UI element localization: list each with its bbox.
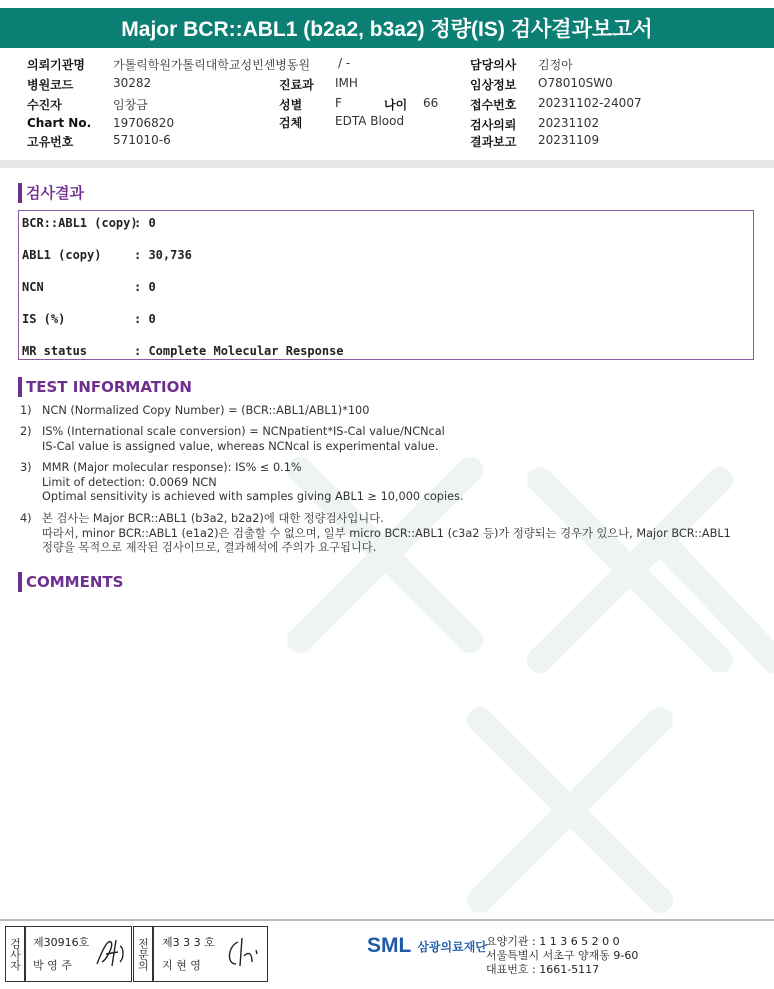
doctor-value: 김정아 xyxy=(538,58,573,72)
phone-number: 대표번호 : 1661-5117 xyxy=(486,963,600,976)
clinical-label: 임상정보 xyxy=(470,78,517,92)
result-row xyxy=(22,216,156,230)
item-line: IS-Cal value is assigned value, whereas NCNcal is experimental value. xyxy=(42,439,439,453)
request-value: 20231102 xyxy=(538,116,600,130)
institution-extra: / - xyxy=(338,56,351,70)
result-row xyxy=(22,344,344,358)
results-heading xyxy=(18,182,84,203)
result-key: MR status xyxy=(22,344,88,358)
result-value: : Complete Molecular Response xyxy=(134,344,344,358)
results-heading-text: 검사결과 xyxy=(26,184,84,202)
institution-label: 의뢰기관명 xyxy=(27,58,85,72)
unique-value: 571010-6 xyxy=(113,133,171,147)
report-date-value: 20231109 xyxy=(538,133,600,147)
specialist-signature xyxy=(222,934,264,972)
heading-accent-bar xyxy=(18,572,22,592)
item-line: 따라서, minor BCR::ABL1 (e1a2)은 검출할 수 없으며, 일부 micro BCR::ABL1 (c3a2 등)가 정량되는 경우가 있으나, Major BCR::ABL1 xyxy=(42,526,731,540)
hospital-code-value: 30282 xyxy=(113,76,152,90)
section-separator xyxy=(0,160,774,168)
dept-label: 진료과 xyxy=(279,78,314,92)
result-key: NCN xyxy=(22,280,44,294)
examiner-label: 검사자 xyxy=(8,937,22,971)
dept-value: IMH xyxy=(335,76,358,90)
item-number: 4) xyxy=(20,512,32,525)
sex-label: 성별 xyxy=(279,98,303,112)
result-row xyxy=(22,248,192,262)
chart-value: 19706820 xyxy=(113,116,175,130)
item-number: 3) xyxy=(20,461,32,474)
institution-code: 요양기관 : 1 1 3 6 5 2 0 0 xyxy=(486,935,620,948)
item-number: 1) xyxy=(20,404,32,417)
results-box xyxy=(18,210,754,360)
specialist-label: 전문의 xyxy=(136,937,150,971)
chart-label: Chart No. xyxy=(27,116,92,130)
collector-label: 수진자 xyxy=(27,98,62,112)
sml-logo xyxy=(367,934,487,958)
item-line: MMR (Major molecular response): IS% ≤ 0.1% xyxy=(42,461,302,474)
result-value: : 0 xyxy=(134,280,156,294)
doctor-label: 담당의사 xyxy=(470,58,517,72)
request-label: 검사의뢰 xyxy=(470,118,517,132)
examiner-signature xyxy=(94,936,130,970)
clinical-value: O78010SW0 xyxy=(538,76,613,90)
item-line: IS% (International scale conversion) = NCNpatient*IS-Cal value/NCNcal xyxy=(42,425,445,438)
collector-value: 임창금 xyxy=(113,98,148,112)
receipt-label: 접수번호 xyxy=(470,98,517,112)
examiner-label-box xyxy=(5,926,25,982)
patient-info xyxy=(0,52,774,156)
logo-text: SML xyxy=(367,934,412,957)
specialist-number: 제3 3 3 호 xyxy=(162,936,215,949)
item-line: NCN (Normalized Copy Number) = (BCR::ABL1/ABL1)*100 xyxy=(42,404,370,417)
age-label: 나이 xyxy=(384,98,408,112)
result-value: : 0 xyxy=(134,312,156,326)
organization-name: 삼광의료재단 xyxy=(417,939,487,954)
test-info-heading xyxy=(18,377,192,397)
result-row xyxy=(22,312,156,326)
item-line: 본 검사는 Major BCR::ABL1 (b3a2, b2a2)에 대한 정량검사입니다. xyxy=(42,512,384,525)
hospital-code-label: 병원코드 xyxy=(27,78,74,92)
sex-value: F xyxy=(335,96,342,110)
specimen-label: 검체 xyxy=(279,116,303,130)
examiner-name: 박 영 주 xyxy=(33,959,72,972)
specialist-label-box xyxy=(133,926,153,982)
heading-accent-bar xyxy=(18,183,22,203)
comments-heading-text: COMMENTS xyxy=(26,573,124,591)
report-title: Major BCR::ABL1 (b2a2, b3a2) 정량(IS) 검사결과보고서 xyxy=(0,8,774,48)
result-row xyxy=(22,280,156,294)
item-line: Optimal sensitivity is achieved with samples giving ABL1 ≥ 10,000 copies. xyxy=(42,490,464,503)
test-info-item xyxy=(20,425,445,454)
item-line: Limit of detection: 0.0069 NCN xyxy=(42,475,217,489)
specialist-name: 지 현 영 xyxy=(162,959,201,972)
receipt-value: 20231102-24007 xyxy=(538,96,642,110)
item-line: 정량을 목적으로 제작된 검사이므로, 결과해석에 주의가 요구됩니다. xyxy=(42,541,377,554)
test-info-item xyxy=(20,461,464,505)
result-value: : 0 xyxy=(134,216,156,230)
institution-value: 가톨릭학원가톨릭대학교성빈센병동원 xyxy=(113,58,311,72)
result-value: : 30,736 xyxy=(134,248,192,262)
age-value: 66 xyxy=(423,96,439,110)
address: 서울특별시 서초구 양재동 9-60 xyxy=(486,949,639,962)
test-info-item xyxy=(20,404,369,419)
specimen-value: EDTA Blood xyxy=(335,114,405,128)
result-key: ABL1 (copy) xyxy=(22,248,102,262)
result-key: BCR::ABL1 (copy) xyxy=(22,216,138,230)
examiner-number: 제30916호 xyxy=(33,936,90,949)
test-info-item xyxy=(20,512,731,556)
heading-accent-bar xyxy=(18,377,22,397)
comments-heading xyxy=(18,572,123,592)
result-key: IS (%) xyxy=(22,312,66,326)
test-info-heading-text: TEST INFORMATION xyxy=(26,378,192,396)
item-number: 2) xyxy=(20,425,32,438)
report-date-label: 결과보고 xyxy=(470,135,517,149)
footer-divider xyxy=(0,919,774,921)
unique-label: 고유번호 xyxy=(27,135,74,149)
